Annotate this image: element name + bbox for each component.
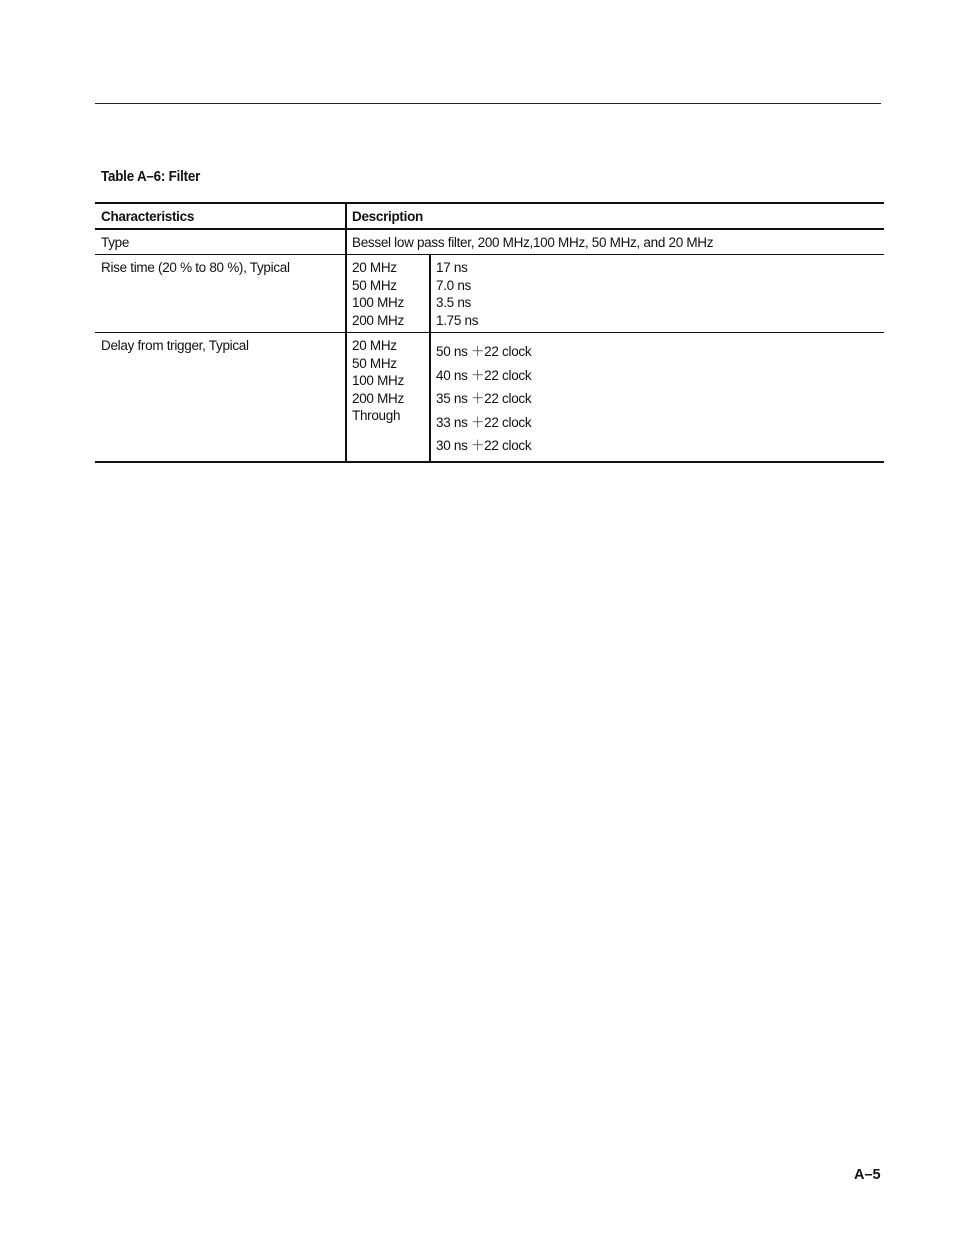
delay-bandwidth: Through <box>352 408 401 423</box>
rise-bandwidth: 200 MHz <box>352 312 404 328</box>
delay-value: 50 ns ＋22 clock <box>436 344 532 359</box>
type-description: Bessel low pass filter, 200 MHz,100 MHz, 50 MHz, and 20 MHz <box>352 235 714 250</box>
delay-values <box>431 333 884 461</box>
delay-label: Delay from trigger, Typical <box>95 333 347 461</box>
table-row-rise-time <box>95 255 884 333</box>
rise-bandwidth: 100 MHz <box>352 295 404 310</box>
table-row-type <box>95 230 884 255</box>
delay-bandwidths <box>347 333 431 461</box>
table-header-row <box>95 204 884 230</box>
delay-value: 40 ns ＋22 clock <box>436 367 532 383</box>
delay-value: 33 ns ＋22 clock <box>436 414 532 430</box>
rise-value: 1.75 ns <box>436 312 479 328</box>
filter-table <box>95 202 884 463</box>
table-title: Table A–6: Filter <box>101 169 201 185</box>
page-number: A–5 <box>854 1167 881 1183</box>
rise-bandwidth: 20 MHz <box>352 260 397 275</box>
rise-time-values <box>431 255 884 332</box>
delay-bandwidth: 200 MHz <box>352 390 404 406</box>
rise-value: 17 ns <box>436 260 468 275</box>
rise-value: 7.0 ns <box>436 277 471 293</box>
rise-time-label: Rise time (20 % to 80 %), Typical <box>95 255 347 332</box>
delay-bandwidth: 50 MHz <box>352 355 397 371</box>
header-rule <box>95 103 881 104</box>
type-label: Type <box>95 230 347 254</box>
delay-bandwidth: 20 MHz <box>352 338 397 353</box>
rise-value: 3.5 ns <box>436 295 471 310</box>
table-row-delay <box>95 333 884 461</box>
delay-bandwidth: 100 MHz <box>352 373 404 388</box>
rise-bandwidth: 50 MHz <box>352 277 397 293</box>
header-characteristics: Characteristics <box>95 204 347 228</box>
delay-value: 30 ns ＋22 clock <box>436 438 532 454</box>
rise-time-bandwidths <box>347 255 431 332</box>
header-description: Description <box>352 209 423 224</box>
delay-value: 35 ns ＋22 clock <box>436 391 532 407</box>
